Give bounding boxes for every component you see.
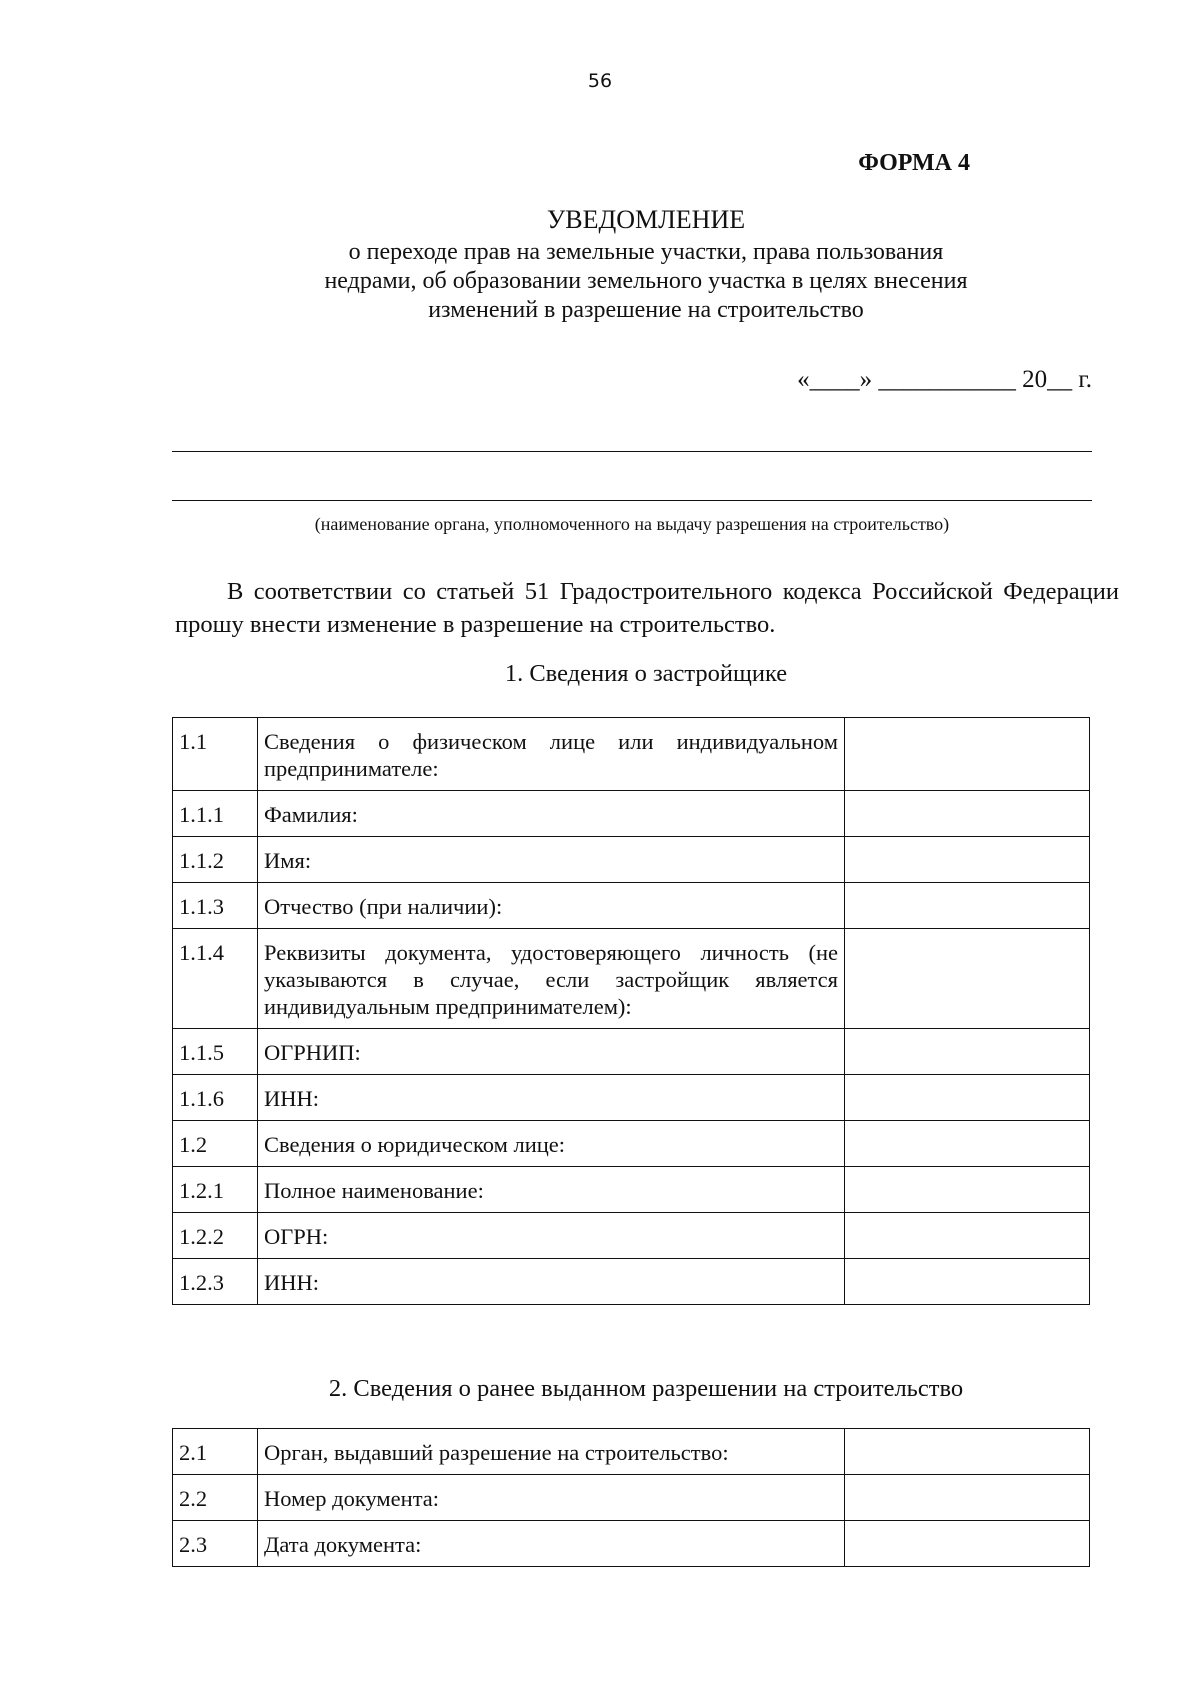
permit-info-rows [173,1429,1090,1567]
row-label: Номер документа: [258,1475,845,1521]
permit-info-table [172,1428,1090,1567]
row-number: 1.1.5 [173,1029,258,1075]
row-number: 1.2 [173,1121,258,1167]
row-label: Отчество (при наличии): [258,883,845,929]
row-label: Орган, выдавший разрешение на строительство: [258,1429,845,1475]
table-row [173,837,1090,883]
row-value-field[interactable] [845,1521,1090,1567]
subtitle-line: о переходе прав на земельные участки, права пользования [348,239,944,265]
developer-info-rows [173,718,1090,1305]
section-1-title: 1. Сведения о застройщике [504,660,788,687]
row-number: 1.2.2 [173,1213,258,1259]
table-row [173,1121,1090,1167]
row-number: 1.1.2 [173,837,258,883]
form-label: ФОРМА 4 [858,150,970,176]
row-number: 1.1.3 [173,883,258,929]
subtitle-line: изменений в разрешение на строительство [428,297,864,323]
row-number: 1.1.6 [173,1075,258,1121]
row-value-field[interactable] [845,1259,1090,1305]
row-number: 1.2.3 [173,1259,258,1305]
table-row [173,1075,1090,1121]
intro-text: В соответствии со статьей 51 Градостроительного кодекса Российской Федерации прошу внести изменение в разрешение на строительство. [175,578,1119,638]
section-2-title: 2. Сведения о ранее выданном разрешении на строительство [328,1375,964,1402]
row-label: Имя: [258,837,845,883]
developer-info-table [172,717,1090,1305]
table-row [173,1475,1090,1521]
table-row [173,1029,1090,1075]
table-row [173,1429,1090,1475]
row-number: 1.2.1 [173,1167,258,1213]
row-value-field[interactable] [845,1475,1090,1521]
row-value-field[interactable] [845,1075,1090,1121]
table-row [173,1167,1090,1213]
row-value-field[interactable] [845,837,1090,883]
row-label: Дата документа: [258,1521,845,1567]
row-value-field[interactable] [845,791,1090,837]
table-row [173,929,1090,1029]
document-title: УВЕДОМЛЕНИЕ [546,205,746,234]
row-label: ОГРН: [258,1213,845,1259]
row-label: Сведения о физическом лице или индивидуальном предпринимателе: [258,718,845,791]
row-value-field[interactable] [845,1429,1090,1475]
date-field[interactable]: «____» ___________ 20__ г. [797,366,1092,393]
row-number: 1.1.1 [173,791,258,837]
table-row [173,1259,1090,1305]
row-label: Сведения о юридическом лице: [258,1121,845,1167]
row-value-field[interactable] [845,1213,1090,1259]
row-number: 2.2 [173,1475,258,1521]
row-label: ИНН: [258,1259,845,1305]
row-value-field[interactable] [845,1167,1090,1213]
authority-caption: (наименование органа, уполномоченного на выдачу разрешения на строительство) [314,514,950,534]
row-label: Фамилия: [258,791,845,837]
row-label: Полное наименование: [258,1167,845,1213]
row-label: Реквизиты документа, удостоверяющего личность (не указываются в случае, если застройщик является индивидуальным предпринимателем): [258,929,845,1029]
intro-paragraph [175,575,1119,641]
row-number: 1.1 [173,718,258,791]
row-number: 1.1.4 [173,929,258,1029]
row-value-field[interactable] [845,1029,1090,1075]
row-value-field[interactable] [845,883,1090,929]
row-number: 2.3 [173,1521,258,1567]
row-value-field[interactable] [845,1121,1090,1167]
table-row [173,883,1090,929]
table-row [173,791,1090,837]
row-value-field[interactable] [845,929,1090,1029]
row-number: 2.1 [173,1429,258,1475]
row-label: ИНН: [258,1075,845,1121]
row-label: ОГРНИП: [258,1029,845,1075]
document-subtitle [0,238,1200,325]
table-row [173,1521,1090,1567]
page-number: 56 [587,70,613,92]
authority-name-line-2[interactable] [172,500,1092,501]
table-row [173,718,1090,791]
authority-name-line[interactable] [172,451,1092,452]
row-value-field[interactable] [845,718,1090,791]
table-row [173,1213,1090,1259]
subtitle-line: недрами, об образовании земельного участка в целях внесения [324,268,968,294]
